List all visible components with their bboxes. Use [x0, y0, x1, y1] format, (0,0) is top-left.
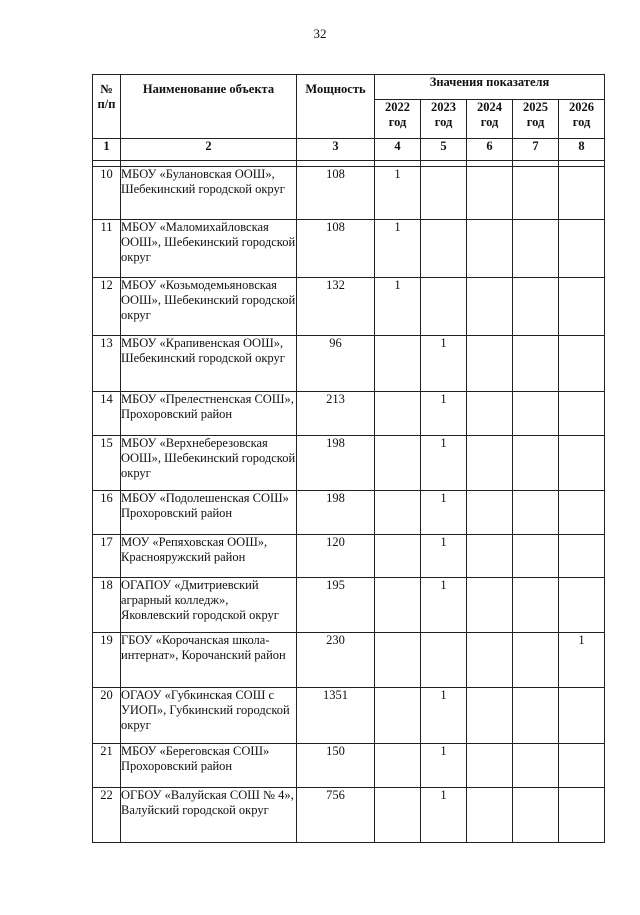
object-name: МБОУ «Прелестненская СОШ», Прохоровский район — [121, 392, 297, 436]
row-number: 22 — [93, 788, 121, 843]
indicator-value-2026: 1 — [559, 633, 605, 688]
indicator-value-2024 — [467, 278, 513, 336]
indicator-value-2025 — [513, 633, 559, 688]
indicator-value-2025 — [513, 688, 559, 744]
indicator-value-2024 — [467, 436, 513, 491]
row-number: 12 — [93, 278, 121, 336]
table-row — [93, 278, 605, 336]
indicator-value-2022 — [375, 788, 421, 843]
header-year-2025: 2025 год — [513, 100, 559, 139]
indicator-value-2026 — [559, 220, 605, 278]
indicator-value-2024 — [467, 392, 513, 436]
column-index-7: 7 — [513, 139, 559, 161]
object-name: ОГБОУ «Валуйская СОШ № 4», Валуйский городской округ — [121, 788, 297, 843]
header-object-name: Наименование объекта — [121, 75, 297, 139]
indicator-value-2023 — [421, 278, 467, 336]
column-index-6: 6 — [467, 139, 513, 161]
indicator-value-2023: 1 — [421, 578, 467, 633]
indicator-value-2026 — [559, 278, 605, 336]
indicator-value-2026 — [559, 744, 605, 788]
capacity-value: 96 — [297, 336, 375, 392]
capacity-value: 230 — [297, 633, 375, 688]
row-number: 14 — [93, 392, 121, 436]
table-row — [93, 336, 605, 392]
row-number: 15 — [93, 436, 121, 491]
indicator-value-2022: 1 — [375, 167, 421, 220]
table-row — [93, 436, 605, 491]
indicator-value-2023: 1 — [421, 744, 467, 788]
indicator-value-2023: 1 — [421, 535, 467, 578]
indicator-value-2022 — [375, 336, 421, 392]
indicator-value-2022: 1 — [375, 220, 421, 278]
header-number: № п/п — [93, 75, 121, 139]
capacity-value: 108 — [297, 220, 375, 278]
indicator-value-2025 — [513, 436, 559, 491]
indicator-value-2024 — [467, 336, 513, 392]
indicator-value-2022 — [375, 392, 421, 436]
object-name: МБОУ «Береговская СОШ» Прохоровский район — [121, 744, 297, 788]
indicator-value-2026 — [559, 167, 605, 220]
capacity-value: 1351 — [297, 688, 375, 744]
indicator-value-2023: 1 — [421, 436, 467, 491]
table-row — [93, 167, 605, 220]
row-number: 20 — [93, 688, 121, 744]
row-number: 13 — [93, 336, 121, 392]
table-row — [93, 688, 605, 744]
indicator-value-2022 — [375, 491, 421, 535]
indicator-value-2024 — [467, 744, 513, 788]
column-index-8: 8 — [559, 139, 605, 161]
header-year-2026: 2026 год — [559, 100, 605, 139]
indicator-value-2024 — [467, 535, 513, 578]
indicator-value-2023: 1 — [421, 336, 467, 392]
header-year-2022: 2022 год — [375, 100, 421, 139]
table-row — [93, 788, 605, 843]
indicator-value-2022 — [375, 535, 421, 578]
header-year-2023: 2023 год — [421, 100, 467, 139]
indicator-value-2022 — [375, 688, 421, 744]
capacity-value: 213 — [297, 392, 375, 436]
indicator-value-2022 — [375, 436, 421, 491]
object-name: ОГАПОУ «Дмитриевский аграрный колледж», Яковлевский городской округ — [121, 578, 297, 633]
indicator-value-2022 — [375, 744, 421, 788]
capacity-value: 198 — [297, 436, 375, 491]
column-index-5: 5 — [421, 139, 467, 161]
column-index-2: 2 — [121, 139, 297, 161]
table-row — [93, 633, 605, 688]
table-row — [93, 392, 605, 436]
indicator-value-2025 — [513, 491, 559, 535]
capacity-value: 195 — [297, 578, 375, 633]
indicator-value-2023 — [421, 633, 467, 688]
indicator-value-2026 — [559, 336, 605, 392]
indicator-value-2025 — [513, 744, 559, 788]
row-number: 11 — [93, 220, 121, 278]
capacity-value: 132 — [297, 278, 375, 336]
indicator-value-2025 — [513, 535, 559, 578]
indicator-value-2025 — [513, 278, 559, 336]
object-name: ОГАОУ «Губкинская СОШ с УИОП», Губкинский городской округ — [121, 688, 297, 744]
header-indicator-values: Значения показателя — [375, 75, 605, 100]
indicator-value-2026 — [559, 392, 605, 436]
page-number: 32 — [313, 26, 327, 41]
indicator-value-2024 — [467, 788, 513, 843]
object-name: ГБОУ «Корочанская школа-интернат», Корочанский район — [121, 633, 297, 688]
object-name: МБОУ «Крапивенская ООШ», Шебекинский городской округ — [121, 336, 297, 392]
column-index-1: 1 — [93, 139, 121, 161]
indicator-table — [92, 74, 605, 843]
header-year-2024: 2024 год — [467, 100, 513, 139]
indicator-value-2026 — [559, 491, 605, 535]
row-number: 17 — [93, 535, 121, 578]
object-name: МОУ «Репяховская ООШ», Краснояружский район — [121, 535, 297, 578]
indicator-value-2023: 1 — [421, 491, 467, 535]
table-row — [93, 535, 605, 578]
indicator-value-2026 — [559, 578, 605, 633]
indicator-value-2026 — [559, 436, 605, 491]
indicator-value-2025 — [513, 336, 559, 392]
capacity-value: 108 — [297, 167, 375, 220]
indicator-value-2026 — [559, 788, 605, 843]
row-number: 21 — [93, 744, 121, 788]
object-name: МБОУ «Булановская ООШ», Шебекинский городской округ — [121, 167, 297, 220]
capacity-value: 756 — [297, 788, 375, 843]
header-capacity: Мощность — [297, 75, 375, 139]
row-number: 19 — [93, 633, 121, 688]
table-row — [93, 578, 605, 633]
indicator-value-2024 — [467, 688, 513, 744]
object-name: МБОУ «Подолешенская СОШ» Прохоровский район — [121, 491, 297, 535]
capacity-value: 150 — [297, 744, 375, 788]
indicator-value-2023: 1 — [421, 688, 467, 744]
object-name: МБОУ «Верхнеберезовская ООШ», Шебекинский городской округ — [121, 436, 297, 491]
indicator-value-2022 — [375, 633, 421, 688]
indicator-value-2024 — [467, 220, 513, 278]
indicator-value-2024 — [467, 491, 513, 535]
indicator-value-2023 — [421, 167, 467, 220]
capacity-value: 120 — [297, 535, 375, 578]
indicator-value-2023: 1 — [421, 392, 467, 436]
table-row — [93, 491, 605, 535]
indicator-value-2025 — [513, 167, 559, 220]
indicator-value-2025 — [513, 788, 559, 843]
indicator-value-2022 — [375, 578, 421, 633]
indicator-value-2025 — [513, 578, 559, 633]
indicator-value-2023: 1 — [421, 788, 467, 843]
table-row — [93, 220, 605, 278]
table-row — [93, 744, 605, 788]
row-number: 18 — [93, 578, 121, 633]
capacity-value: 198 — [297, 491, 375, 535]
row-number: 10 — [93, 167, 121, 220]
indicator-value-2025 — [513, 392, 559, 436]
indicator-value-2023 — [421, 220, 467, 278]
indicator-value-2024 — [467, 167, 513, 220]
column-index-3: 3 — [297, 139, 375, 161]
indicator-value-2025 — [513, 220, 559, 278]
indicator-value-2024 — [467, 578, 513, 633]
object-name: МБОУ «Маломихайловская ООШ», Шебекинский городской округ — [121, 220, 297, 278]
indicator-value-2026 — [559, 535, 605, 578]
object-name: МБОУ «Козьмодемьяновская ООШ», Шебекинский городской округ — [121, 278, 297, 336]
column-index-4: 4 — [375, 139, 421, 161]
indicator-value-2022: 1 — [375, 278, 421, 336]
row-number: 16 — [93, 491, 121, 535]
indicator-value-2024 — [467, 633, 513, 688]
indicator-value-2026 — [559, 688, 605, 744]
